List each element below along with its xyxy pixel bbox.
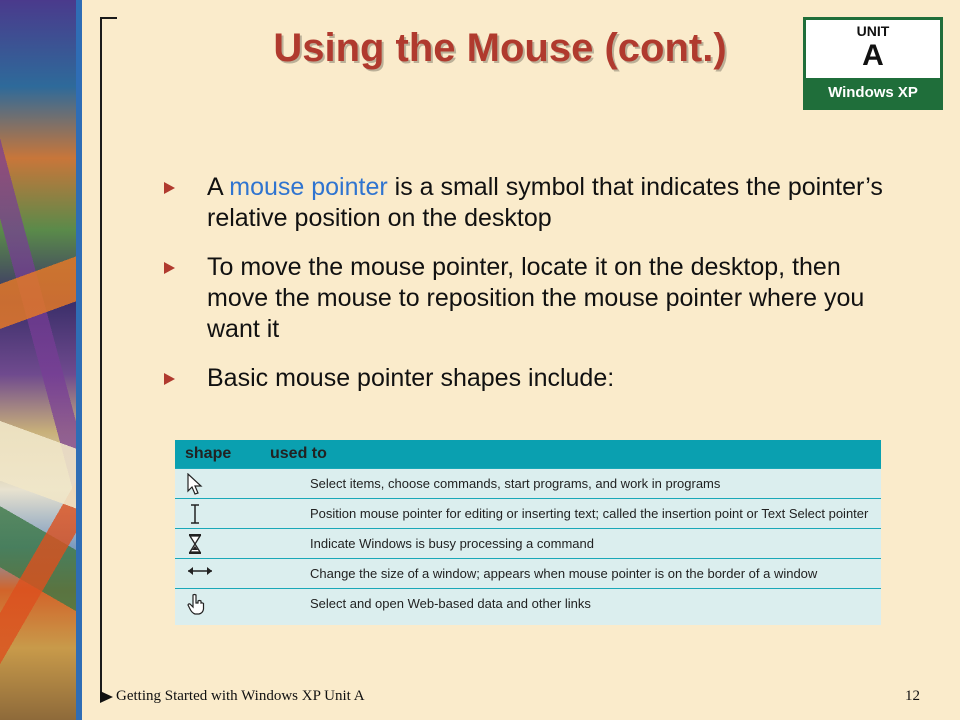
table-row <box>175 498 881 528</box>
bullet-text: To move the mouse pointer, locate it on the desktop, then move the mouse to reposition the mouse pointer where you want it <box>207 253 865 343</box>
bullet-text-end: is a small symbol that indicates the pointer’s relative position on the desktop <box>207 173 883 232</box>
bullet-text-start: A <box>207 173 230 201</box>
footer-arrow-icon <box>100 691 113 703</box>
table-row <box>175 558 881 588</box>
slide-footer <box>100 688 365 708</box>
header-used-to: used to <box>270 445 327 462</box>
i-beam-pointer-icon <box>185 503 207 525</box>
table-header <box>175 440 881 468</box>
unit-letter: A <box>862 39 884 72</box>
bullet-list <box>160 172 900 412</box>
horizontal-resize-icon <box>185 563 215 585</box>
pointer-shapes-table <box>175 440 881 625</box>
bullet-item <box>160 363 900 394</box>
row-description: Change the size of a window; appears when mouse pointer is on the border of a window <box>310 566 818 581</box>
unit-badge-top <box>806 20 940 78</box>
frame-line-horizontal <box>100 17 117 19</box>
row-description: Indicate Windows is busy processing a command <box>310 536 594 551</box>
term-mouse-pointer: mouse pointer <box>229 173 388 201</box>
hand-pointer-icon <box>185 593 207 615</box>
hourglass-icon <box>185 533 207 555</box>
footer-text: Getting Started with Windows XP Unit A <box>116 688 365 704</box>
frame-line-vertical <box>100 17 102 702</box>
page-number: 12 <box>905 688 920 704</box>
row-description: Select items, choose commands, start programs, and work in programs <box>310 476 721 491</box>
bullet-item <box>160 172 900 234</box>
row-description: Position mouse pointer for editing or inserting text; called the insertion point or Text Select pointer <box>310 506 869 521</box>
table-row <box>175 528 881 558</box>
table-row <box>175 588 881 618</box>
triangle-bullet-icon <box>164 182 175 194</box>
header-shape: shape <box>185 445 232 462</box>
triangle-bullet-icon <box>164 262 175 274</box>
decorative-painting-strip <box>0 0 76 720</box>
triangle-bullet-icon <box>164 373 175 385</box>
row-description: Select and open Web-based data and other links <box>310 596 591 611</box>
accent-bar <box>76 0 82 720</box>
arrow-pointer-icon <box>185 473 207 495</box>
bullet-text: Basic mouse pointer shapes include: <box>207 364 615 392</box>
unit-label: UNIT <box>856 23 890 39</box>
table-row <box>175 468 881 498</box>
unit-badge <box>803 17 943 110</box>
slide-title: Using the Mouse (cont.) <box>273 26 727 70</box>
product-name: Windows XP <box>828 84 918 101</box>
bullet-item <box>160 252 900 345</box>
